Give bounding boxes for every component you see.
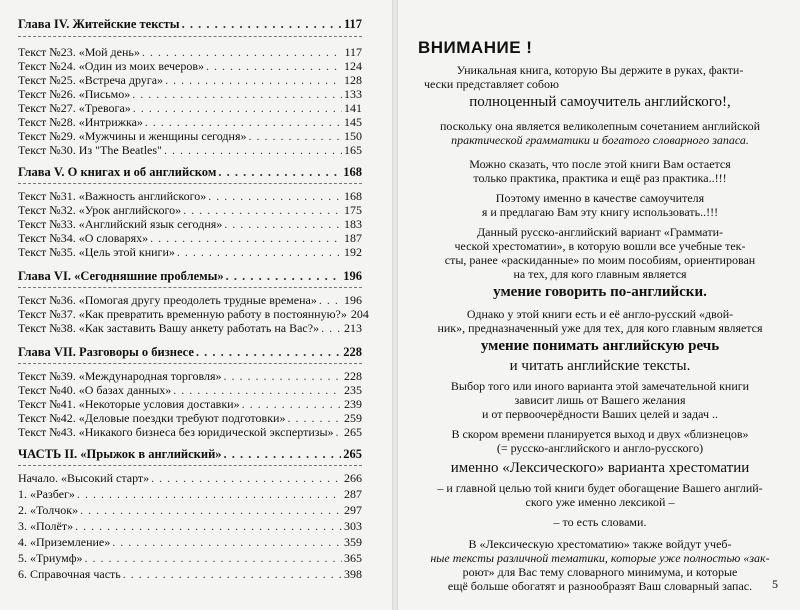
- toc-entry: Текст №37. «Как превратить временную работу в постоянную?» 204: [18, 307, 369, 321]
- notice-line: – то есть словами.: [553, 515, 647, 529]
- notice-line: Поэтому именно в качестве самоучителя: [495, 191, 705, 205]
- notice-line: В «Лексическую хрестоматию» также войдут учеб-: [468, 537, 732, 551]
- notice-line: и от первоочерёдности Ваших целей и задач ..: [482, 407, 718, 421]
- toc-entry: Текст №24. «Один из моих вечеров» . . . 124: [18, 60, 362, 73]
- toc-entry: Текст №38. «Как заставить Вашу анкету работать на Вас?» . . . 213: [18, 322, 362, 335]
- toc-entry: Текст №35. «Цель этой книги» . . . 192: [18, 246, 362, 259]
- toc-entry: Текст №40. «О базах данных» . . . 235: [18, 384, 362, 397]
- toc-entry: 6. Справочная часть . . . 398: [18, 568, 362, 581]
- divider: [18, 183, 362, 184]
- toc-entry: Текст №23. «Мой день» . . . 117: [18, 46, 362, 59]
- notice-line: В скором времени планируется выход и двух «близнецов»: [451, 427, 749, 441]
- toc-chapter-4: [18, 18, 362, 31]
- divider: [18, 363, 362, 364]
- toc-entry: Текст №41. «Некоторые условия доставки» . . . 239: [18, 398, 362, 411]
- divider: [18, 465, 362, 466]
- toc-chapter-6: Глава VI. «Сегодняшние проблемы» . . . 196: [18, 270, 362, 283]
- divider: [18, 287, 362, 288]
- notice-line: на тех, для кого главным является: [513, 267, 687, 281]
- notice-heading: ВНИМАНИЕ !: [418, 38, 533, 57]
- notice-line: ского уже именно лексикой –: [525, 495, 675, 509]
- notice-line: роют» для Вас тему словарного минимума, и которые: [462, 565, 738, 579]
- divider: [18, 36, 362, 37]
- notice-line: практической грамматики и богатого словарного запаса.: [451, 133, 749, 147]
- toc-entry: 1. «Разбег» . . . 287: [18, 488, 362, 501]
- toc-entry: Текст №25. «Встреча друга» . . . 128: [18, 74, 362, 87]
- toc-chapter-7: Глава VII. Разговоры о бизнесе . . . 228: [18, 346, 362, 359]
- toc-page: [18, 17, 369, 598]
- toc-entry: 4. «Приземление» . . . 359: [18, 536, 362, 549]
- toc-entry: Текст №32. «Урок английского» . . . 175: [18, 204, 362, 217]
- notice-line: чески представляет собою: [424, 77, 559, 91]
- toc-entry: Текст №43. «Никакого бизнеса без юридической экспертизы» . . . 265: [18, 426, 362, 439]
- notice-line: Однако у этой книги есть и её англо-русский «двой-: [466, 307, 734, 321]
- notice-line: Уникальная книга, которую Вы держите в руках, факти-: [456, 63, 744, 77]
- notice-line: только практика, практика и ещё раз практика..!!!: [473, 171, 727, 185]
- notice-line: ные тексты различной тематики, которые уже полностью «зак-: [430, 551, 770, 565]
- notice-line: полноценный самоучитель английского!,: [469, 94, 731, 110]
- notice-line: – и главной целью той книги будет обогащение Вашего англий-: [437, 481, 763, 495]
- toc-entry: Текст №39. «Международная торговля» . . . 228: [18, 370, 362, 383]
- notice-line: поскольку она является великолепным сочетанием английской: [439, 119, 760, 133]
- toc-page-number: 117: [343, 17, 362, 31]
- notice-line: сты, ранее «раскиданные» по моим пособиям, ориентирован: [444, 253, 756, 267]
- notice-line: именно «Лексического» варианта хрестоматии: [450, 460, 750, 476]
- toc-entry: 5. «Триумф» . . . 365: [18, 552, 362, 565]
- toc-chapter-title: Глава IV. Житейские тексты: [18, 17, 180, 31]
- toc-part-2: ЧАСТЬ II. «Прыжок в английский» . . . 265: [18, 448, 362, 461]
- notice-line: Данный русско-английский вариант «Граммати-: [477, 225, 723, 239]
- toc-entry: Текст №31. «Важность английского» . . . 168: [18, 190, 362, 203]
- toc-entry: Начало. «Высокий старт» . . . 266: [18, 472, 362, 485]
- toc-entry: Текст №36. «Помогая другу преодолеть трудные времена» . . . 196: [18, 294, 362, 307]
- notice-line: я и предлагаю Вам эту книгу использовать..!!!: [481, 205, 719, 219]
- notice-line: зависит лишь от Вашего желания: [514, 393, 686, 407]
- toc-entry: 3. «Полёт» . . . 303: [18, 520, 362, 533]
- notice-line: ещё больше обогатят и разнообразят Ваш словарный запас.: [447, 579, 753, 593]
- notice-line: умение говорить по-английски.: [493, 284, 707, 300]
- toc-entry: 2. «Толчок» . . . 297: [18, 504, 362, 517]
- toc-entry: Текст №27. «Тревога» . . . 141: [18, 102, 362, 115]
- book-gutter: [392, 0, 398, 610]
- toc-entry: Текст №34. «О словарях» . . . 187: [18, 232, 362, 245]
- toc-chapter-5: Глава V. О книгах и об английском . . . 168: [18, 166, 362, 179]
- notice-line: и читать английские тексты.: [509, 358, 691, 374]
- toc-entry: Текст №28. «Интрижка» . . . 145: [18, 116, 362, 129]
- notice-line: (= русско-английского и англо-русского): [496, 441, 704, 455]
- toc-entry: Текст №29. «Мужчины и женщины сегодня» . . . 150: [18, 130, 362, 143]
- toc-entry: Текст №33. «Английский язык сегодня» . . . 183: [18, 218, 362, 231]
- notice-line: Выбор того или иного варианта этой замечательной книги: [450, 379, 750, 393]
- toc-entry: Текст №30. Из "The Beatles" . . . 165: [18, 144, 362, 157]
- notice-line: ник», предназначенный уже для тех, для кого главным является: [437, 321, 763, 335]
- notice-line: ческой хрестоматии», в которую вошли все учебные тек-: [454, 239, 746, 253]
- notice-page: [410, 20, 790, 600]
- notice-line: Можно сказать, что после этой книги Вам остается: [469, 157, 731, 171]
- toc-entry: Текст №42. «Деловые поездки требуют подготовки» . . . 259: [18, 412, 362, 425]
- page-number: 5: [772, 577, 778, 591]
- notice-line: умение понимать английскую речь: [480, 338, 720, 354]
- toc-entry: Текст №26. «Письмо» . . . 133: [18, 88, 362, 101]
